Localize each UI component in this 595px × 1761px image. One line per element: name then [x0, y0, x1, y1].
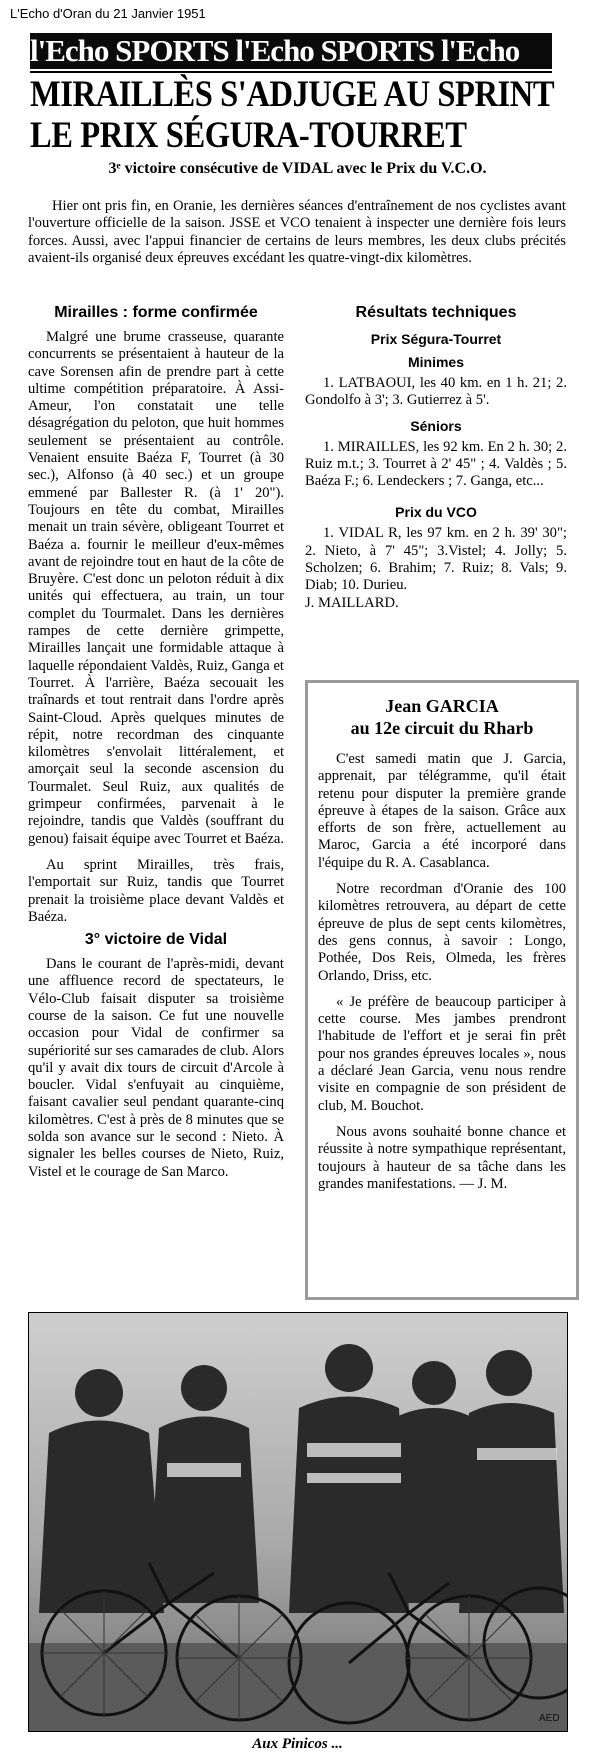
headline-line-1: MIRAILLÈS S'ADJUGE AU SPRINT — [30, 74, 555, 115]
box-paragraph-2: Notre recordman d'Oranie des 100 kilomètres retrouvera, au départ de cette épreuve de plus de sept cents kilomètres, des gens connus, à savoir : Longo, Pothée, Dos Reis, Olmeda, les frères Orlando, Driss, etc. — [318, 881, 566, 984]
mirailles-paragraph-1: Malgré une brume crasseuse, quarante concurrents se présentaient à hauteur de la cave Sorensen afin de prendre part à cette ultime compétition préparatoire. À Assi-Ameur, l'on constatait une telle désagrégation du peloton, que huit hommes seulement se présentaient au contrôle. Venaient ensuite Baéza F, Tourret (à 30 sec.), Alfonso (à 40 sec.) et un groupe emmené par Ballester R. (à 1' 20"). Toujours en tête du combat, Mirailles menait un train sévère, obligeant Tourret et Baéza a. fournir le meilleur d'eux-mêmes avant de rejoindre tout en haut de la côte de Bruyère. C'est donc un peloton réduit à dix unités qui effectuera, au train, un tour complet du Tourmalet. Dans les dernières rampes de cette dernière grimpette, Mirailles lançait une formidable attaque à laquelle répondaient Valdès, Ruiz, Ganga et Tourret. À l'arrière, Baéza secouait les traînards et tout rentrait dans l'ordre après Saint-Cloud. Après quelques minutes de répit, notre recordman des cinquante kilomètres s'envolait littéralement, et amorçait seul la seconde ascension du Tourmalet. Seul Ruiz, aux qualités de grimpeur confirmées, parvenait à le rejoindre, tandis que Valdès (souffrant du genou) faisait équipe avec Tourret et Baéza. — [28, 329, 285, 847]
section-title-mirailles: Mirailles : forme confirmée — [54, 304, 258, 321]
left-column — [28, 300, 284, 1181]
banner-rule — [30, 71, 552, 73]
section-title-vidal: 3° victoire de Vidal — [84, 931, 228, 949]
box-title-line-2: au 12e circuit du Rharb — [350, 718, 534, 738]
results-title: Résultats techniques — [355, 304, 517, 321]
vco-results: 1. VIDAL R, les 97 km. en 2 h. 39' 30"; 2. Nieto, à 7' 45"; 3.Vistel; 4. Jolly; 5. Scholzen; 6. Brahim; 7. Ruiz; 8. Vals; 9. Diab; 10. Durieu. — [305, 525, 567, 594]
headline-line-2: LE PRIX SÉGURA-TOURRET — [30, 115, 467, 156]
box-title-line-1: Jean GARCIA — [385, 696, 499, 716]
seniors-results: 1. MIRAILLES, les 92 km. En 2 h. 30; 2. Ruiz m.t.; 3. Tourret à 2' 45" ; 4. Valdès ; 5. Baéza F.; 6. Lendeckers ; 7. Ganga, etc... — [305, 438, 567, 490]
minimes-results: 1. LATBAOUI, les 40 km. en 1 h. 21; 2. Gondolfo à 3'; 3. Gutierrez à 5'. — [305, 375, 567, 409]
cyclists-photo — [28, 1312, 568, 1732]
box-title — [318, 695, 566, 739]
photo-caption: Aux Pinicos ... — [252, 1736, 343, 1752]
photo-signature: AED — [539, 1713, 560, 1724]
box-paragraph-1: C'est samedi matin que J. Garcia, apprenait, par télégramme, qu'il était retenu pour disputer la première grande épreuve à étapes de la saison. Grâce aux efforts de son frère, actuellement au Maroc, Garcia a été incorporé dans l'équipe du R. A. Casablanca. — [318, 751, 566, 871]
vidal-paragraph: Dans le courant de l'après-midi, devant une affluence record de spectateurs, le Vélo-Club faisait disputer sa troisième course de la saison. Ce fut une nouvelle occasion pour Vidal de confirmer sa supériorité sur ses camarades de club. Alors qu'il y avait dix tours de circuit d'Arcole à boucler. Vidal s'enfuyait au cinquième, faisant cavalier seul pendant quarante-cinq kilomètres. C'est à près de 8 minutes que se solda son avance sur le second : Nieto. À signaler les belles courses de Nieto, Ruiz, Vistel et le courage de San Marco. — [28, 956, 284, 1180]
intro-paragraph: Hier ont pris fin, en Oranie, les dernières séances d'entraînement de nos cyclistes avant l'ouverture officielle de la saison. JSSE et VCO tenaient à inspecter une dernière fois leurs forces. Aussi, avec l'appui financier de certains de leurs membres, les deux clubs précités avaient-ils organisé deux épreuves excédant les quatre-vingt-dix kilomètres. — [28, 198, 566, 266]
prize-segura-title: Prix Ségura-Tourret — [370, 331, 502, 347]
garcia-boxed-article — [305, 680, 579, 1300]
banner-text: l'Echo SPORTS l'Echo SPORTS l'Echo — [30, 33, 520, 68]
subheadline: 3ᵉ victoire consécutive de VIDAL avec le Prix du V.C.O. — [108, 160, 487, 177]
category-minimes: Minimes — [407, 354, 464, 370]
box-paragraph-4: Nous avons souhaité bonne chance et réussite à notre sympathique représentant, toujours à hauteur de sa tâche dans les grandes manifestations. — J. M. — [318, 1123, 566, 1192]
sports-banner — [30, 33, 552, 69]
prize-vco-title: Prix du VCO — [395, 504, 477, 521]
mirailles-paragraph-2: Au sprint Mirailles, très frais, l'emportait sur Ruiz, tandis que Tourret prenait la troisième place devant Valdès et Baéza. — [28, 856, 284, 925]
cyclists-photo-illustration — [29, 1313, 567, 1731]
author-signature: J. MAILLARD. — [305, 594, 399, 611]
results-column — [305, 300, 567, 612]
category-seniors: Séniors — [410, 417, 462, 434]
source-line: L'Echo d'Oran du 21 Janvier 1951 — [10, 6, 206, 21]
box-paragraph-3: « Je préfère de beaucoup participer à cette course. Mes jambes prendront l'habitude de l'effort et je serai fin prêt pour nos grandes épreuves locales », nous a déclaré Jean Garcia, venu nous rendre visite en compagnie de son président de club, M. Bouchot. — [318, 993, 566, 1114]
